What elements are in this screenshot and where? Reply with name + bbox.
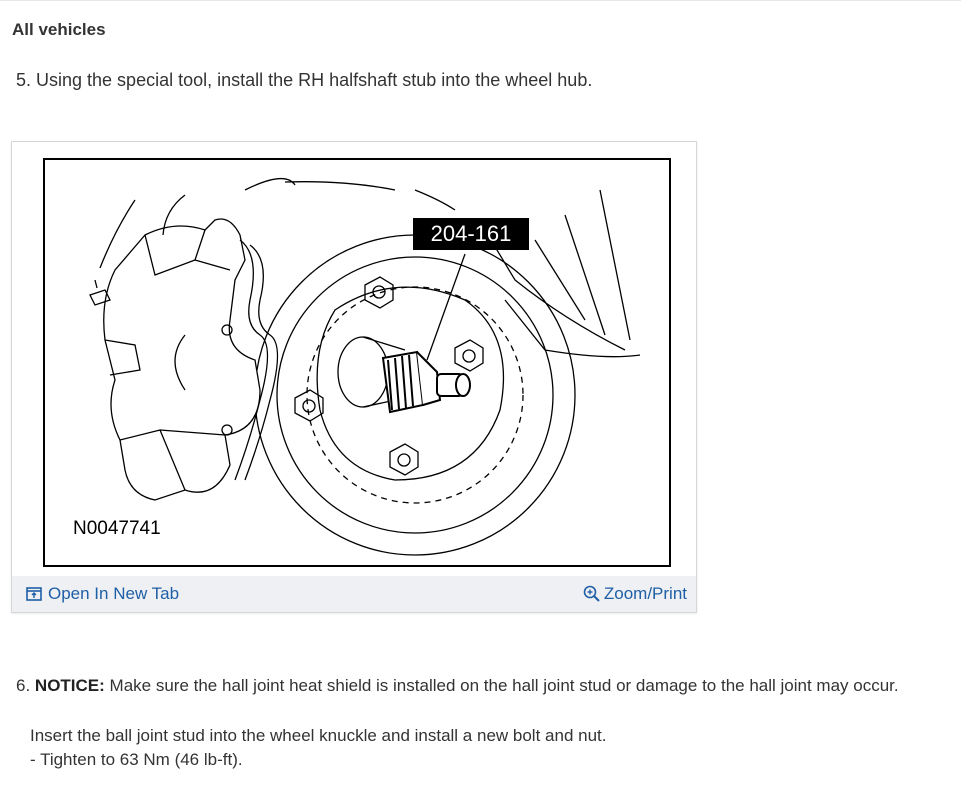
open-new-tab-icon [26, 587, 42, 601]
notice-label: NOTICE: [34, 676, 105, 695]
step-6-instruction: Insert the ball joint stud into the wheel knuckle and install a new bolt and nut. [30, 726, 607, 745]
figure-illustration [43, 158, 671, 567]
top-divider [0, 0, 961, 1]
zoom-print-link[interactable] [583, 584, 687, 604]
section-heading: All vehicles [12, 20, 106, 39]
open-in-new-tab-link[interactable] [26, 584, 179, 604]
step-6-notice [16, 676, 899, 696]
step-6-torque-spec: - Tighten to 63 Nm (46 lb-ft). [30, 750, 243, 769]
figure-id: N0047741 [73, 518, 161, 539]
open-in-new-tab-label: Open In New Tab [48, 584, 180, 603]
step-6-number: 6. [16, 676, 31, 695]
step-5-text: 5. Using the special tool, install the RH halfshaft stub into the wheel hub. [16, 70, 593, 90]
figure-toolbar [12, 576, 696, 612]
tool-number-callout: 204-161 [413, 218, 529, 250]
figure-container [11, 141, 697, 613]
wheel-hub-illustration [45, 160, 669, 565]
notice-text: Make sure the hall joint heat shield is installed on the hall joint stud or damage to the hall joint may occur. [109, 676, 899, 695]
zoom-plus-icon [583, 585, 601, 603]
zoom-print-label: Zoom/Print [603, 584, 687, 603]
